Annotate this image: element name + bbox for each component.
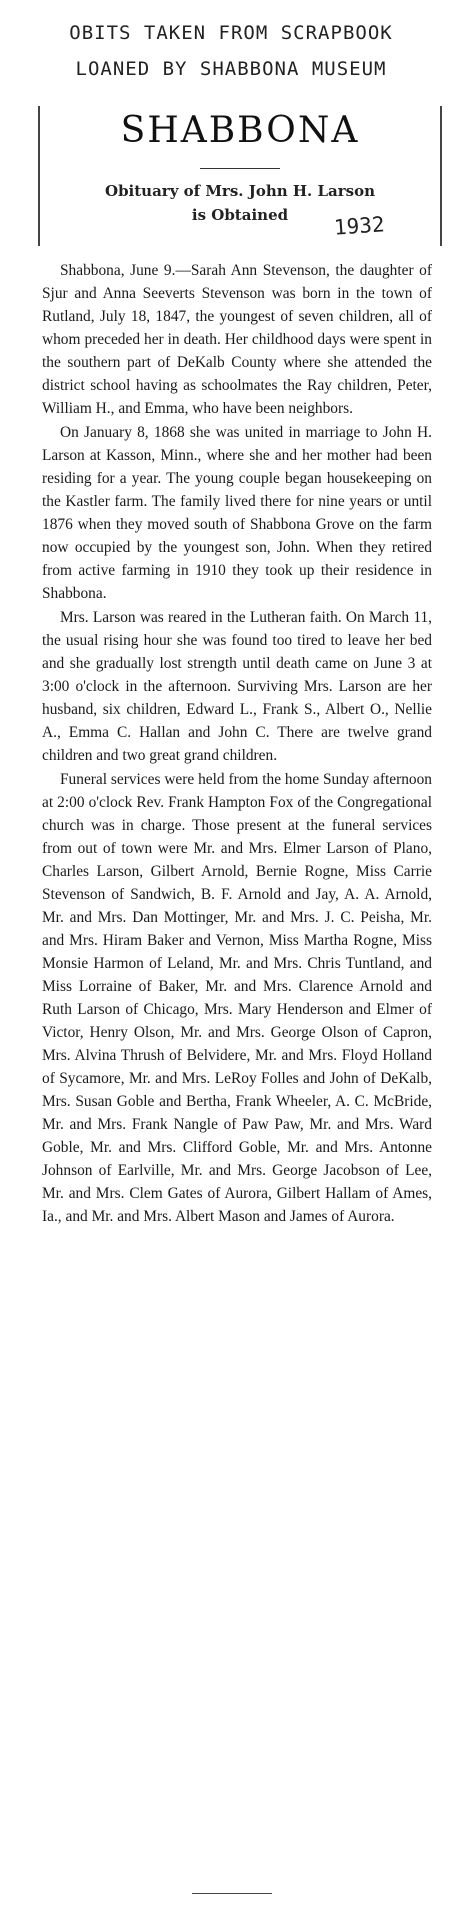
paragraph-2: On January 8, 1868 she was united in marriage to John H. Larson at Kasson, Minn., where she and her mother had been residing for a year. The young couple began housekeeping on the Kastler farm. The family lived there for nine years or until 1876 when they moved south of Shabbona Grove on the farm now occupied by the youngest son, John. When they retired from active farming in 1910 they took up their residence in Shabbona. [42, 424, 432, 602]
paragraph-3: Mrs. Larson was reared in the Lutheran faith. On March 11, the usual rising hour she was found too tired to leave her bed and she gradually lost strength until death came on June 3 at 3:00 o'clock in the afternoon. Surviving Mrs. Larson are her husband, six children, Edward L., Frank S., Albert O., Nellie A., Emma C. Hallan and John C. There are twelve grand children and two great grand children. [42, 609, 432, 764]
handwritten-year: 1932 [333, 212, 386, 240]
subhead-line-1: Obituary of Mrs. John H. Larson [105, 182, 375, 200]
paragraph-1: Shabbona, June 9.—Sarah Ann Stevenson, the daughter of Sjur and Anna Seeverts Stevenson was born in the town of Rutland, July 18, 1847, the youngest of seven children, all of whom preceded her in death. Her childhood days were spent in the southern part of DeKalb County where she attended the district school having as schoolmates the Ray children, Peter, William H., and Emma, who have been neighbors. [42, 262, 432, 417]
paragraph-4: Funeral services were held from the home Sunday afternoon at 2:00 o'clock Rev. Frank Hampton Fox of the Congregational church was in charge. Those present at the funeral services from out of town were Mr. and Mrs. Elmer Larson of Plano, Charles Larson, Gilbert Arnold, Bernie Rogne, Miss Carrie Stevenson of Sandwich, B. F. Arnold and Jay, A. A. Arnold, Mr. and Mrs. Dan Mottinger, Mr. and Mrs. J. C. Peisha, Mr. and Mrs. Hiram Baker and Vernon, Miss Martha Rogne, Miss Monsie Harmon of Leland, Mr. and Mrs. Chris Tuntland, and Miss Lorraine of Baker, Mr. and Mrs. Clarence Arnold and Ruth Larson of Chicago, Mrs. Mary Henderson and Elmer of Victor, Henry Olson, Mr. and Mrs. George Olson of Capron, Mrs. Alvina Thrush of Belvidere, Mr. and Mrs. Floyd Holland of Sycamore, Mr. and Mrs. LeRoy Folles and John of DeKalb, Mrs. Susan Goble and Bertha, Frank Wheeler, A. C. McBride, Mr. and Mrs. Frank Nangle of Paw Paw, Mr. and Mrs. Ward Goble, Mr. and Mrs. Clifford Goble, Mr. and Mrs. Antonne Johnson of Earlville, Mr. and Mrs. George Jacobson of Lee, Mr. and Mrs. Clem Gates of Aurora, Gilbert Hallam of Ames, Ia., and Mr. and Mrs. Albert Mason and James of Aurora. [42, 771, 432, 1225]
header-line-1: OBITS TAKEN FROM SCRAPBOOK [69, 22, 393, 44]
clipping-headline-box [38, 106, 442, 246]
header-line-2: LOANED BY SHABBONA MUSEUM [75, 58, 387, 80]
obituary-body [42, 259, 432, 1229]
end-divider [192, 1893, 272, 1894]
clipping-headline: SHABBONA [120, 110, 360, 151]
headline-divider [200, 168, 280, 169]
subhead-line-2: is Obtained [191, 206, 289, 224]
